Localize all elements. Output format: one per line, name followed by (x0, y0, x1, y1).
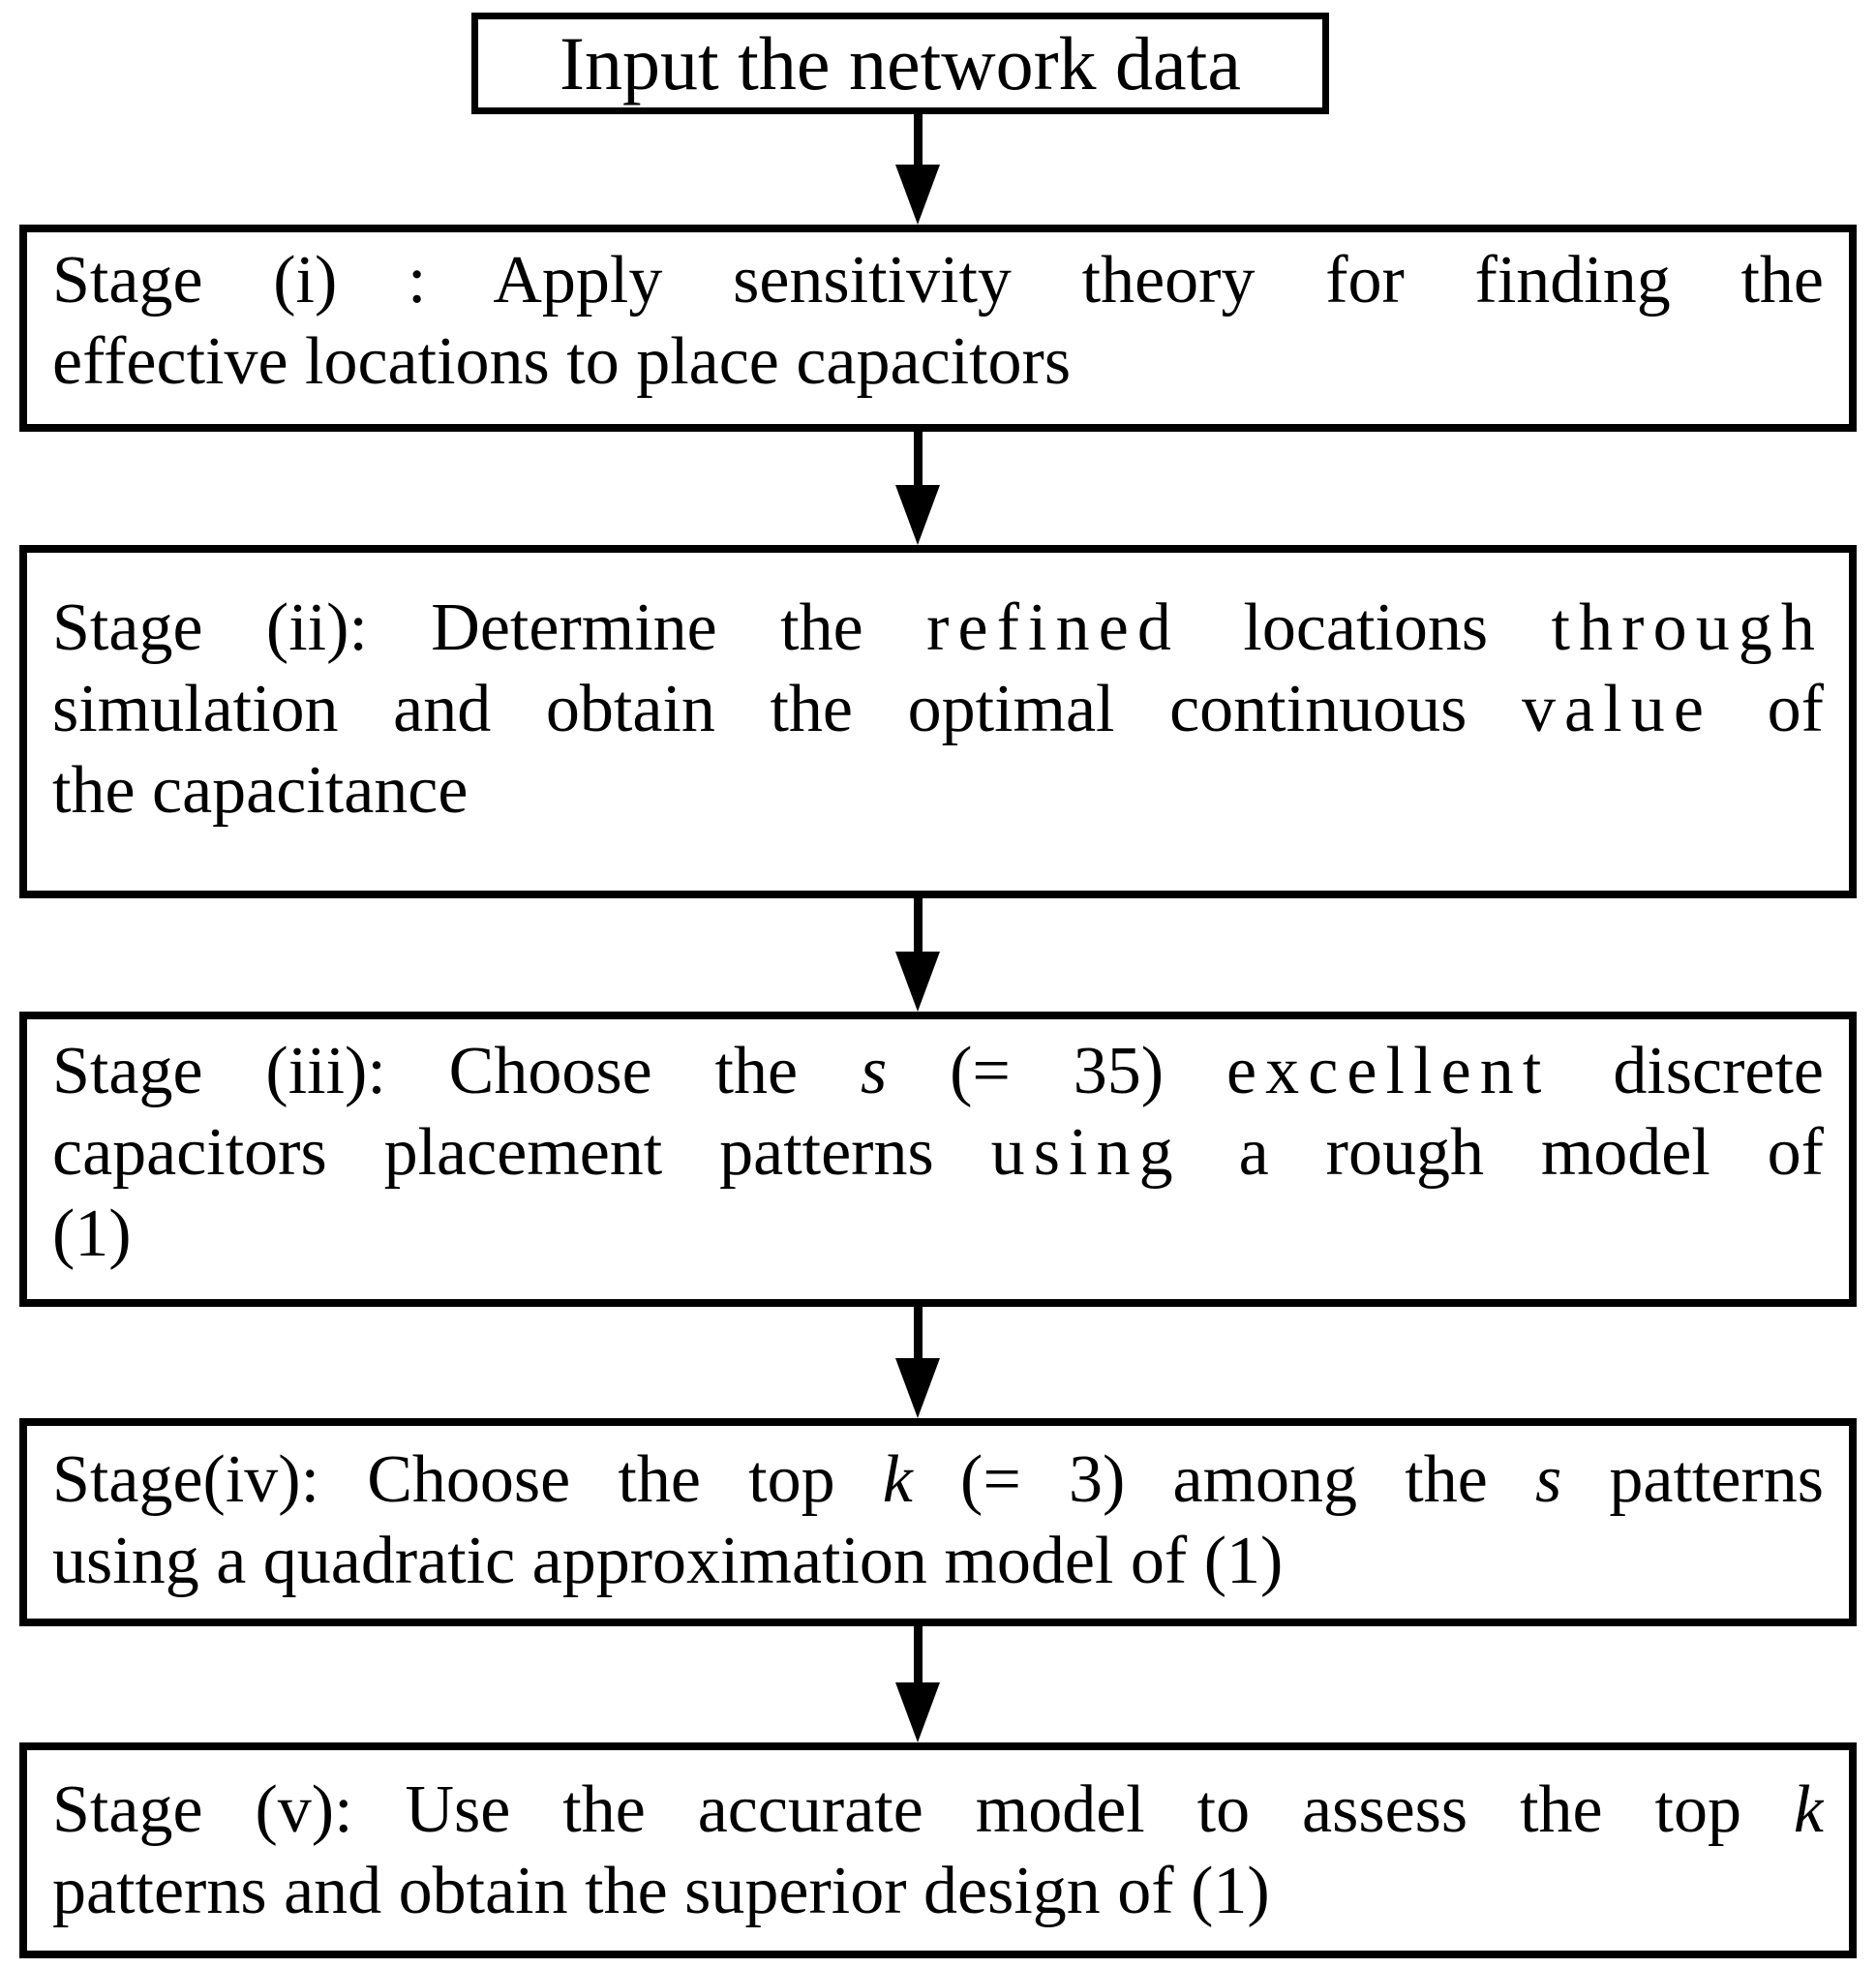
text-segment: refined (926, 590, 1180, 665)
stage-text-line (52, 588, 1824, 669)
stage-text-line (52, 669, 1824, 750)
text-segment: patterns (1561, 1442, 1824, 1517)
text-segment: Stage (ii): Determine the (52, 590, 927, 665)
text-segment: Stage (i) : Apply sensitivity theory for finding the (52, 243, 1824, 318)
arrowhead-icon (895, 952, 940, 1012)
stage-iv-box (19, 1418, 1857, 1626)
text-segment: locations (1179, 590, 1552, 665)
stage-text-line (52, 1439, 1824, 1521)
flow-arrow-5 (895, 1626, 940, 1742)
stage-text-line (52, 750, 1824, 832)
text-segment: patterns and obtain the superior design of (1) (52, 1854, 1270, 1928)
stage-text-line (52, 1851, 1824, 1932)
stage-text-line (52, 321, 1824, 403)
text-segment: (1) (52, 1196, 132, 1271)
text-segment: Stage (v): Use the accurate model to assess the top (52, 1772, 1794, 1847)
stage-text-line (52, 1194, 1824, 1275)
text-segment: Stage (iii): Choose the (52, 1034, 861, 1108)
arrow-stem (914, 112, 923, 165)
start-box (471, 13, 1329, 114)
text-segment: (= 3) among the (912, 1442, 1535, 1517)
stage-text-line (52, 1031, 1824, 1112)
text-segment: k (1793, 1772, 1824, 1847)
text-segment: through (1551, 590, 1824, 665)
stage-text-line (52, 1112, 1824, 1194)
arrow-stem (914, 1626, 923, 1682)
stage-text-line (52, 240, 1824, 321)
text-segment: value (1521, 672, 1713, 746)
text-segment: s (860, 1034, 888, 1108)
text-segment: excellent (1225, 1034, 1551, 1108)
text-segment: discrete (1550, 1034, 1824, 1108)
text-segment: Stage(iv): Choose the top (52, 1442, 883, 1517)
text-segment: using (990, 1115, 1182, 1190)
text-segment: of (1712, 672, 1824, 746)
stage-ii-box (19, 545, 1857, 898)
text-segment: capacitors placement patterns (52, 1115, 991, 1190)
flow-arrow-4 (895, 1307, 940, 1418)
arrow-stem (914, 1307, 923, 1358)
arrowhead-icon (895, 485, 940, 545)
stage-text-line (52, 1770, 1824, 1851)
text-segment: simulation and obtain the optimal continuous (52, 672, 1522, 746)
text-segment: a rough model of (1181, 1115, 1824, 1190)
arrowhead-icon (895, 165, 940, 225)
flow-arrow-2 (895, 432, 940, 545)
text-segment: s (1534, 1442, 1562, 1517)
stage-v-box (19, 1742, 1857, 1958)
arrow-stem (914, 432, 923, 485)
text-segment: the capacitance (52, 753, 469, 828)
stage-iii-box (19, 1012, 1857, 1307)
stage-text-line (52, 1521, 1824, 1602)
arrow-stem (914, 898, 923, 952)
flow-arrow-1 (895, 112, 940, 225)
arrowhead-icon (895, 1358, 940, 1418)
flow-arrow-3 (895, 898, 940, 1012)
start-box-label: Input the network data (560, 20, 1241, 106)
arrowhead-icon (895, 1682, 940, 1742)
text-segment: effective locations to place capacitors (52, 324, 1072, 399)
text-segment: (= 35) (887, 1034, 1226, 1108)
text-segment: using a quadratic approximation model of (1) (52, 1524, 1284, 1598)
stage-i-box (19, 225, 1857, 432)
text-segment: k (882, 1442, 913, 1517)
